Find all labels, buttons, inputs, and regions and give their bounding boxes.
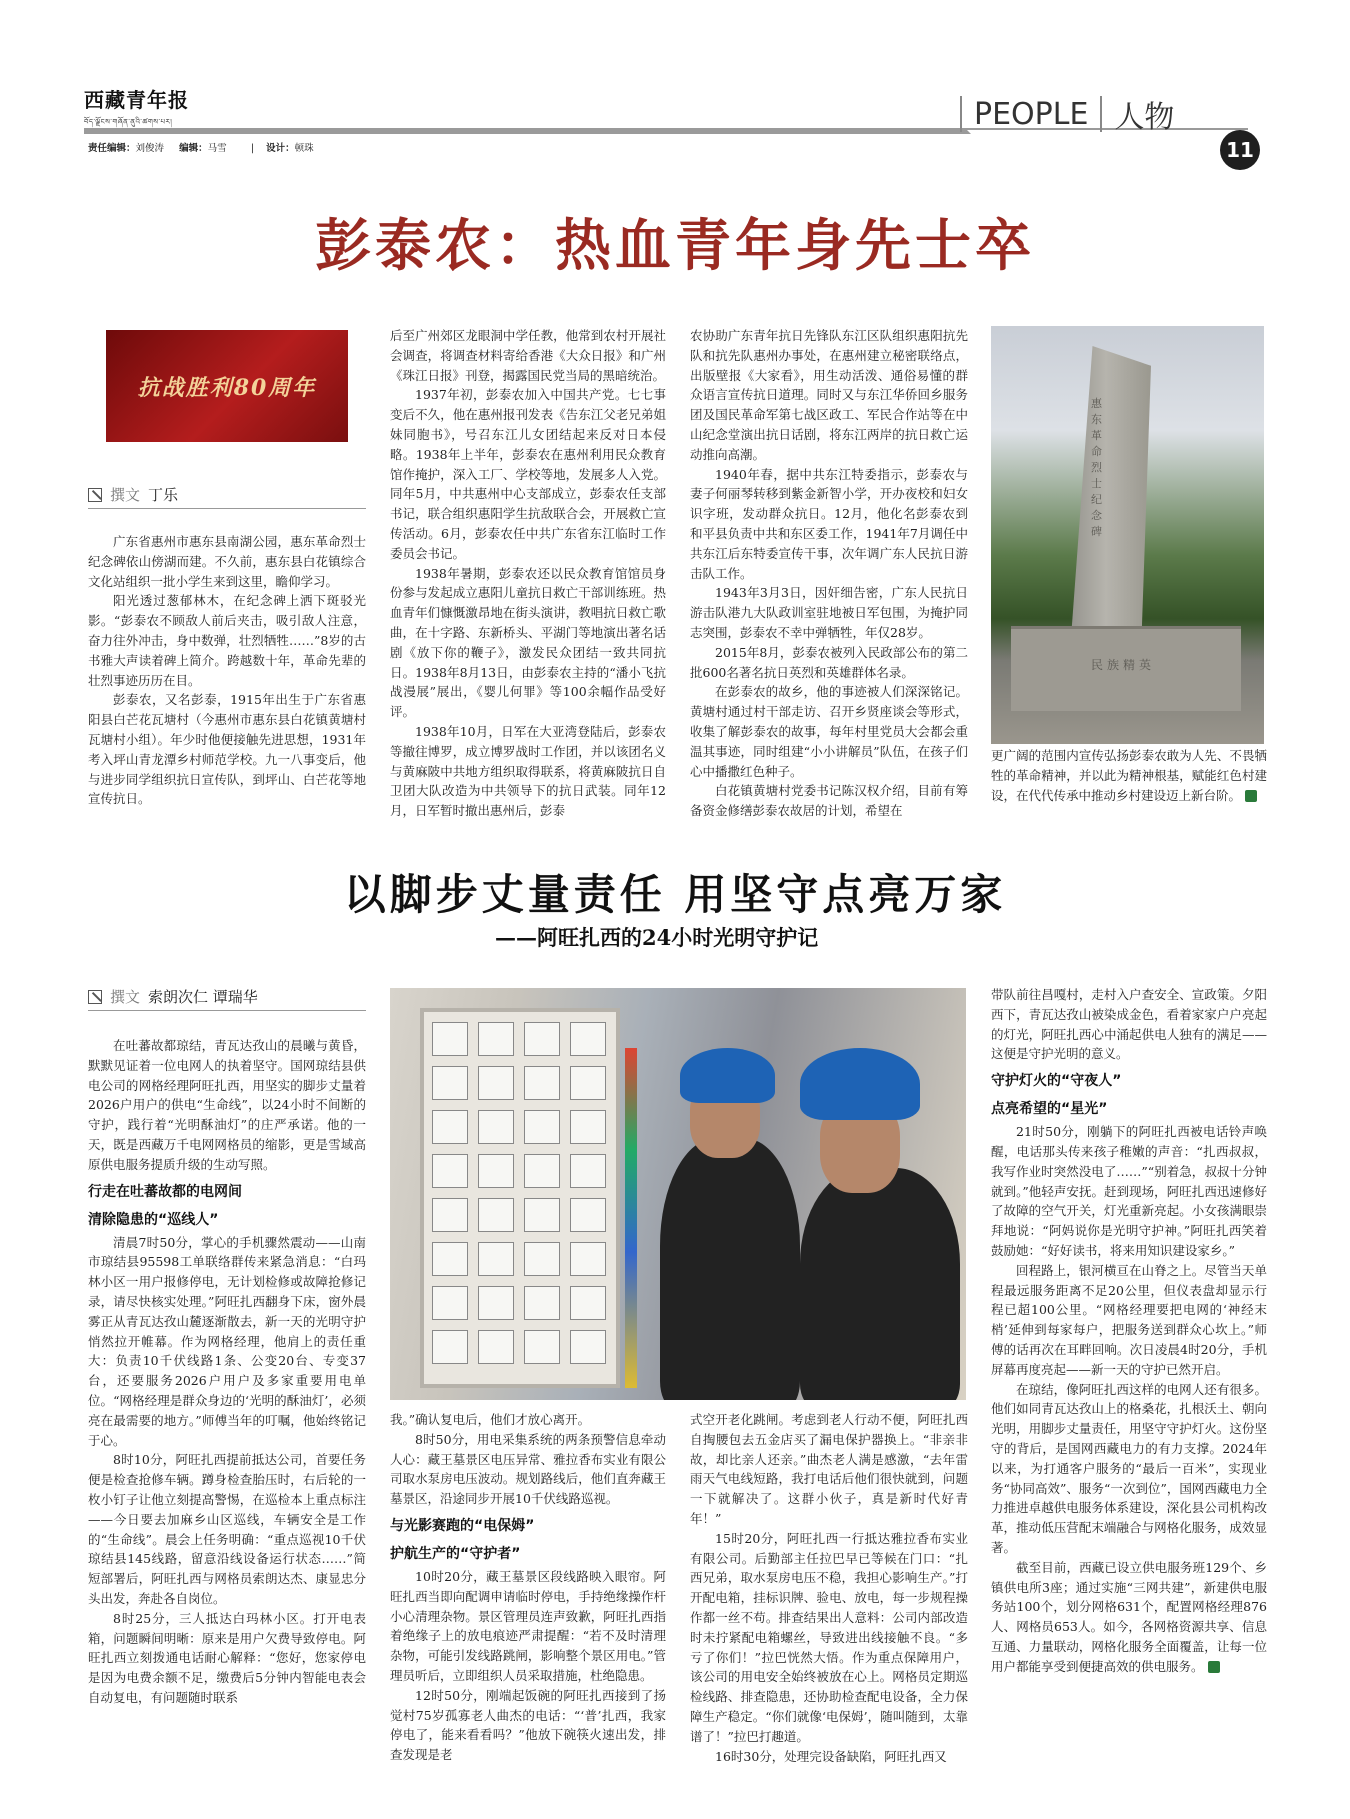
electric-meter bbox=[570, 1330, 606, 1364]
editor-separator: | bbox=[250, 143, 255, 154]
electric-meter bbox=[478, 1198, 514, 1232]
editor-credits bbox=[88, 140, 314, 154]
paragraph: 21时50分，刚躺下的阿旺扎西被电话铃声唤醒，电话那头传来孩子稚嫩的声音：“扎西叔叔，我写作业时突然没电了……”“别着急，叔叔十分钟就到。”他轻声安抚。赶到现场，阿旺扎西迅速修好了故障的空气开关，灯光重新亮起。小女孩满眼崇拜地说：“阿妈说你是光明守护神。”阿旺扎西笑着鼓励她：“好好读书，将来用知识建设家乡。” bbox=[991, 1124, 1267, 1258]
end-mark-icon bbox=[1208, 1661, 1220, 1673]
paragraph: 10时20分，藏王墓景区段线路映入眼帘。阿旺扎西当即向配调申请临时停电，手持绝缘操作杆小心清理杂物。景区管理员连声致歉，阿旺扎西指着绝缘子上的放电痕迹严肃提醒：“若不及时清理杂物，可能引发线路跳闸，影响整个景区用电。”管理员听后，立即组织人员采取措施，杜绝隐患。 bbox=[390, 1568, 666, 1683]
monument-base-inscription: 民族精英 bbox=[1091, 658, 1156, 672]
paragraph: 彭泰农，又名彭泰，1915年出生于广东省惠阳县白芒花瓦塘村（今惠州市惠东县白花镇黄塘村瓦塘村小组）。年少时他便接触先进思想，1931年考入坪山青龙潭乡村师范学校。九一八事变后，他与进步同学组织抗日宣传队，到坪山、白芒花等地宣传抗日。 bbox=[88, 692, 366, 807]
worker-right bbox=[800, 1168, 960, 1400]
byline-author: 丁乐 bbox=[148, 486, 179, 504]
electric-meter bbox=[478, 1330, 514, 1364]
article2-column-4 bbox=[991, 985, 1267, 1677]
worker-left bbox=[660, 1138, 800, 1400]
masthead-tibetan: བོད་ལྗོངས་གཞོན་ནུའི་ཚགས་པར། bbox=[84, 118, 173, 126]
section-en: PEOPLE bbox=[974, 96, 1089, 132]
paragraph: 1943年3月3日，因奸细告密，广东人民抗日游击队港九大队政训室驻地被日军包围，为掩护同志突围，彭泰农不幸中弹牺牲，年仅28岁。 bbox=[690, 585, 968, 640]
article1-byline bbox=[88, 484, 178, 505]
monument-photo bbox=[991, 326, 1264, 744]
byline-rule bbox=[88, 508, 366, 509]
end-mark-icon bbox=[1245, 790, 1257, 802]
paragraph: 式空开老化跳闸。考虑到老人行动不便，阿旺扎西自掏腰包去五金店买了漏电保护器换上。“非亲非故，却比亲人还亲。”曲杰老人满是感激，“去年雷雨天气电线短路，我打电话后他们很快就到，问题一下就解决了。这群小伙子，真是新时代好青年！” bbox=[690, 1412, 968, 1526]
masthead-title: 西藏青年报 bbox=[84, 88, 189, 112]
electric-meter bbox=[524, 1066, 560, 1100]
paragraph: 1938年暑期，彭泰农还以民众教育馆馆员身份参与发起成立惠阳儿童抗日救亡干部训练班。热血青年们慷慨激昂地在街头演讲，教唱抗日救亡歌曲，在十字路、东新桥头、平湖门等地演出著名话剧《放下你的鞭子》，激发民众团结一致共同抗日。1938年8月13日，由彭泰农主持的“潘小飞抗战漫展”展出，《婴儿何罪》等100余幅作品受好评。 bbox=[390, 565, 666, 720]
article2-byline bbox=[88, 986, 258, 1007]
electric-meter bbox=[432, 1286, 468, 1320]
paragraph: 白花镇黄塘村党委书记陈汉权介绍，目前有筹备资金修缮彭泰农故居的计划，希望在 bbox=[690, 783, 968, 819]
section-divider-2 bbox=[1100, 96, 1102, 132]
electric-meter bbox=[432, 1110, 468, 1144]
byline-rule bbox=[88, 1010, 366, 1011]
helmet-icon bbox=[800, 1048, 920, 1120]
article1-column-3 bbox=[690, 326, 968, 821]
editor-label-2: 编辑： bbox=[179, 143, 208, 154]
electric-meter bbox=[432, 1066, 468, 1100]
monument-inscription: 惠东革命烈士纪念碑 bbox=[1091, 397, 1102, 538]
byline-label: 撰文 bbox=[110, 486, 141, 504]
editor-name: 刘俊涛 bbox=[135, 143, 165, 154]
electric-meter bbox=[478, 1110, 514, 1144]
section-divider bbox=[960, 96, 962, 132]
subheading: 护航生产的“守护者” bbox=[390, 1545, 521, 1562]
article1-title: 彭泰农：热血青年身先士卒 bbox=[315, 214, 1035, 279]
electric-meter bbox=[524, 1242, 560, 1276]
section-zh: 人物 bbox=[1114, 100, 1175, 135]
editor-name-2: 马雪 bbox=[207, 143, 227, 154]
electric-meter bbox=[570, 1242, 606, 1276]
paragraph: 16时30分，处理完设备缺陷，阿旺扎西又 bbox=[715, 1748, 947, 1764]
paragraph: 回程路上，银河横亘在山脊之上。尽管当天单程最远服务距离不足20公里，但仪表盘却显示行程已超100公里。“网格经理要把电网的‘神经末梢’延伸到每家每户，把服务送到群众心坎上。”师傅的话再次在耳畔回响。次日凌晨4时20分，手机屏幕再度亮起——新一天的守护已然开启。 bbox=[991, 1262, 1267, 1377]
editor-label: 责任编辑： bbox=[88, 143, 136, 154]
electric-meter bbox=[432, 1022, 468, 1056]
electric-meter bbox=[478, 1066, 514, 1100]
electric-meter bbox=[478, 1242, 514, 1276]
closing-paragraph: 更广阔的范围内宣传弘扬彭泰农敢为人先、不畏牺牲的革命精神，并以此为精神根基，赋能红色村建设，在代代传承中推动乡村建设迈上新台阶。 bbox=[991, 748, 1267, 803]
paragraph: 阳光透过葱郁林木，在纪念碑上洒下斑驳光影。“彭泰农不顾敌人前后夹击，吸引敌人注意，奋力往外冲击，身中数弹，壮烈牺牲……”8岁的古书雅大声读着碑上简介。跨越数十年，革命先辈的壮烈事迹历历在目。 bbox=[88, 593, 366, 688]
paragraph: 后至广州郊区龙眼洞中学任教，他常到农村开展社会调查，将调查材料寄给香港《大众日报》和广州《珠江日报》刊登，揭露国民党当局的黑暗统治。 bbox=[390, 328, 666, 383]
byline-label: 撰文 bbox=[110, 988, 141, 1006]
article1-closing-text bbox=[991, 746, 1267, 805]
paragraph: 农协助广东青年抗日先锋队东江区队组织惠阳抗先队和抗先队惠州办事处，在惠州建立秘密联络点，出版壁报《大家看》，用生动活泼、通俗易懂的群众语言宣传抗日道理。同时又与东江华侨回乡服务团及国民革命军第七战区政工、军民合作站等在中山纪念堂演出抗日话剧，将东江两岸的抗日救亡运动推向高潮。 bbox=[690, 328, 968, 462]
electric-meter bbox=[570, 1110, 606, 1144]
electric-meter bbox=[570, 1022, 606, 1056]
section-label bbox=[960, 92, 1174, 136]
meter-cabinet bbox=[420, 1008, 620, 1388]
electric-meter bbox=[524, 1110, 560, 1144]
electric-meter bbox=[570, 1198, 606, 1232]
electric-meter bbox=[432, 1154, 468, 1188]
article2-column-3 bbox=[690, 1410, 968, 1766]
article2-column-2 bbox=[390, 1410, 666, 1765]
electric-meter bbox=[524, 1022, 560, 1056]
paragraph: 1940年春，据中共东江特委指示，彭泰农与妻子何丽琴转移到紫金新智小学，开办夜校和妇女识字班，发动群众抗日。12月，他化名彭泰农到和平县负责中共和东区委工作，1941年7月调任中共东江后东特委宣传干事，次年调广东人民抗日游击队工作。 bbox=[690, 466, 968, 581]
electric-meter bbox=[432, 1242, 468, 1276]
paragraph: 8时50分，用电采集系统的两条预警信息牵动人心：藏王墓景区电压异常、雅拉香布实业有限公司取水泵房电压波动。规划路线后，他们直奔藏王墓景区，沿途同步开展10千伏线路巡视。 bbox=[390, 1431, 666, 1507]
electric-meter bbox=[432, 1198, 468, 1232]
electric-meter bbox=[570, 1286, 606, 1320]
paragraph: 在彭泰农的故乡，他的事迹被人们深深铭记。黄塘村通过村干部走访、召开乡贤座谈会等形式，收集了解彭泰农的故事，每年村里党员大会都会重温其事迹，同时组建“小小讲解员”队伍，在孩子们心中播撒红色种子。 bbox=[690, 684, 968, 779]
paragraph: 8时10分，阿旺扎西提前抵达公司，首要任务便是检查抢修车辆。蹲身检查胎压时，右后轮的一枚小钉子让他立刻提高警惕，在巡检本上重点标注——今日要去加麻乡山区巡线，车辆安全是工作的“生命线”。晨会上任务明确：“重点巡视10千伏琼结县145线路，留意沿线设备运行状态……”简短部署后，阿旺扎西与网格员索朗达杰、康显忠分头出发，奔赴各自岗位。 bbox=[88, 1452, 366, 1606]
article2-column-1 bbox=[88, 1036, 366, 1708]
page-number: 11 bbox=[1220, 130, 1260, 170]
pen-icon bbox=[88, 488, 102, 502]
subheading: 与光影赛跑的“电保姆” bbox=[390, 1517, 535, 1534]
electricians-photo bbox=[390, 988, 966, 1400]
electric-meter bbox=[570, 1154, 606, 1188]
electric-meter bbox=[478, 1286, 514, 1320]
electric-meter bbox=[524, 1330, 560, 1364]
paragraph: 15时20分，阿旺扎西一行抵达雅拉香布实业有限公司。后勤部主任拉巴早已等候在门口：“扎西兄弟，取水泵房电压不稳，我担心影响生产。”打开配电箱，挂标识牌、验电、放电，每一步规程操作都一丝不苟。排查结果出人意料：公司内部改造时未拧紧配电箱螺丝，导致进出线接触不良。“多亏了你们！”拉巴恍然大悟。作为重点保障用户，该公司的用电安全始终被放在心上。网格员定期巡检线路、排查隐患，还协助检查配电设备，全力保障生产稳定。“你们就像‘电保姆’，随叫随到，太靠谱了！”拉巴打趣道。 bbox=[690, 1530, 968, 1744]
paragraph: 带队前往昌嘎村，走村入户查安全、宣政策。夕阳西下，青瓦达孜山被染成金色，看着家家户户亮起的灯光，阿旺扎西心中涌起供电人独有的满足——这便是守护光明的意义。 bbox=[991, 987, 1267, 1062]
article1-column-1 bbox=[88, 532, 366, 809]
masthead bbox=[84, 84, 194, 134]
paragraph: 2015年8月，彭泰农被列入民政部公布的第二批600名著名抗日英烈和英雄群体名录。 bbox=[690, 644, 968, 680]
paragraph: 截至目前，西藏已设立供电服务班129个、乡镇供电所3座；通过实施“三网共建”，新建供电服务站100个，划分网格631个，配置网格经理876人、网格员653人。如今，各网格资源共享、信息互通、力量联动，网格化服务全面覆盖，让每一位用户都能享受到便捷高效的供电服务。 bbox=[991, 1559, 1267, 1674]
pen-icon bbox=[88, 990, 102, 1004]
subheading: 清除隐患的“巡线人” bbox=[88, 1211, 219, 1228]
electric-meter bbox=[478, 1022, 514, 1056]
paragraph: 在琼结，像阿旺扎西这样的电网人还有很多。他们如同青瓦达孜山上的格桑花，扎根沃土、朝向光明，用脚步丈量责任，用坚守守护灯火。这份坚守的背后，是国网西藏电力的有力支撑。2024年以来，为打通客户服务的“最后一百米”，实现业务“协同高效”、服务“一次到位”，国网西藏电力全力推进卓越供电服务体系建设，深化县公司机构改革，推动低压营配末端融合与网格化服务，成效显著。 bbox=[991, 1381, 1267, 1555]
electric-meter bbox=[524, 1198, 560, 1232]
paragraph: 1938年10月，日军在大亚湾登陆后，彭泰农等撤往博罗，成立博罗战时工作团，并以该团名义与黄麻陂中共地方组织取得联系，将黄麻陂抗日自卫团大队改造为中共领导下的抗日武装。同年12月，日军暂时撤出惠州后，彭泰 bbox=[390, 723, 666, 819]
electric-meter bbox=[524, 1154, 560, 1188]
paragraph: 8时25分，三人抵达白玛林小区。打开电表箱，问题瞬间明晰：原来是用户欠费导致停电。阿旺扎西立刻拨通电话耐心解释：“您好，您家停电是因为电费余额不足，缴费后5分钟内智能电表会自动复电，有问题随时联系 bbox=[88, 1610, 366, 1705]
subheading: 行走在吐蕃故都的电网间 bbox=[88, 1183, 242, 1200]
byline-author: 索朗次仁 谭瑞华 bbox=[148, 988, 258, 1006]
paragraph: 我。”确认复电后，他们才放心离开。 bbox=[390, 1412, 591, 1427]
subheading: 守护灯火的“守夜人” bbox=[991, 1073, 1122, 1090]
paragraph: 广东省惠州市惠东县南湖公园，惠东革命烈士纪念碑依山傍湖而建。不久前，惠东县白花镇综合文化站组织一批小学生来到这里，瞻仰学习。 bbox=[88, 534, 366, 589]
design-label: 设计： bbox=[266, 143, 295, 154]
electric-meter bbox=[432, 1330, 468, 1364]
design-name: 顿珠 bbox=[294, 143, 314, 154]
paragraph: 清晨7时50分，掌心的手机骤然震动——山南市琼结县95598工单联络群传来紧急消息：“白玛林小区一用户报修停电，无计划检修或故障抢修记录，请尽快核实处理。”阿旺扎西翻身下床，窗外晨雾正从青瓦达孜山麓逐渐散去，新一天的光明守护悄然拉开帷幕。作为网格经理，他肩上的责任重大：负责10千伏线路1条、公变20台、专变37台，还要服务2026户用户及多家重要用电单位。“网格经理是群众身边的‘光明的酥油灯’，必须亮在最需要的地方。”师傅当年的叮嘱，他始终铭记于心。 bbox=[88, 1234, 366, 1448]
article2-title: 以脚步丈量责任 用坚守点亮万家 bbox=[343, 870, 1007, 919]
subheading: 点亮希望的“星光” bbox=[991, 1101, 1108, 1118]
header-rule bbox=[84, 128, 934, 134]
paragraph: 在吐蕃故都琼结，青瓦达孜山的晨曦与黄昏，默默见证着一位电网人的执着坚守。国网琼结县供电公司的网格经理阿旺扎西，用坚实的脚步丈量着2026户用户的供电“生命线”，以24小时不间断的守护，践行着“光明酥油灯”的庄严承诺。他的一天，既是西藏万千电网网格员的缩影，更是雪域高原供电服务提质升级的生动写照。 bbox=[88, 1038, 366, 1172]
electric-meter bbox=[478, 1154, 514, 1188]
paragraph: 1937年初，彭泰农加入中国共产党。七七事变后不久，他在惠州报刊发表《告东江父老兄弟姐妹同胞书》，号召东江儿女团结起来反对日本侵略。1938年上半年，彭泰农在惠州利用民众教育馆作掩护，深入工厂、学校等地，发展多人入党。同年5月，中共惠州中心支部成立，彭泰农任支部书记，联合组织惠阳学生抗敌联合会，开展救亡宣传活动。6月，彭泰农任中共广东省东江临时工作委员会书记。 bbox=[390, 387, 666, 561]
cable-bundle bbox=[625, 1048, 637, 1388]
article1-column-2 bbox=[390, 326, 666, 821]
electric-meter bbox=[524, 1286, 560, 1320]
paragraph: 12时50分，刚端起饭碗的阿旺扎西接到了扬觉村75岁孤寡老人曲杰的电话：“‘普’扎西，我家停电了，能来看看吗？”他放下碗筷火速出发，排查发现是老 bbox=[390, 1687, 666, 1763]
article2-subtitle: ——阿旺扎西的24小时光明守护记 bbox=[495, 925, 819, 950]
electric-meter bbox=[570, 1066, 606, 1100]
anniversary-banner: 抗战胜利80周年 bbox=[106, 330, 348, 442]
helmet-icon bbox=[680, 1048, 775, 1103]
